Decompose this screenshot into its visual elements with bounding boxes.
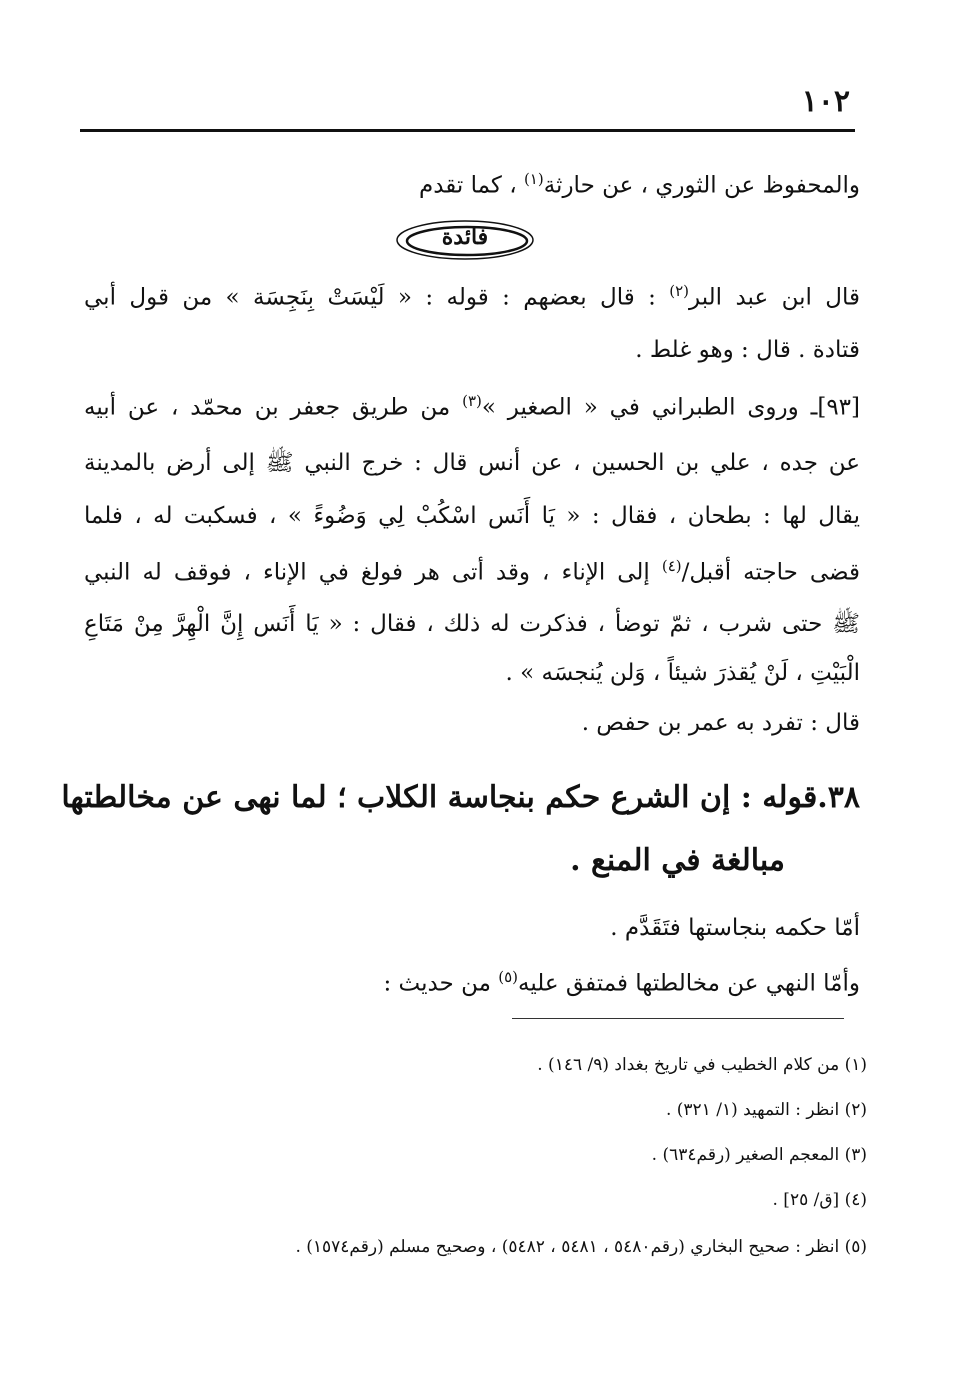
footnote-separator — [512, 1018, 844, 1019]
intro-text-after: ، كما تقدم — [418, 172, 524, 199]
footnote-ref[interactable]: (٢) — [669, 282, 690, 300]
body-line-1: أمّا حكمه بنجاستها فتَقَدَّم . — [610, 915, 860, 941]
hadith-text: قضى حاجته أقبل/ — [681, 559, 860, 586]
body-line-2 — [383, 968, 860, 997]
intro-line — [419, 170, 860, 199]
header-rule — [80, 129, 855, 132]
hadith-line-7: قال : تفرد به عمر بن حفص . — [581, 710, 860, 736]
intro-text-before: والمحفوظ عن الثوري ، عن حارثة — [543, 172, 860, 199]
footnote-ref[interactable]: (٣) — [462, 392, 482, 410]
section-heading-line-1: ٣٨.قوله : إن الشرع حكم بنجاسة الكلاب ؛ لما نهى عن مخالطتها — [61, 780, 860, 815]
body-text: من حديث : — [383, 970, 499, 997]
hadith-text: [٩٣]ـ وروى الطبراني في « الصغير » — [481, 394, 861, 421]
fawaid-line-2: قتادة . قال : وهو غلط . — [635, 337, 860, 363]
fawaid-line-1 — [84, 282, 860, 311]
fawaid-text: : قال بعضهم : قوله : « لَيْسَتْ بِنَجِسَة » من قول أبي — [84, 284, 670, 311]
footnote-2: (٢) انظر : التمهيد (١/ ٣٢١) . — [665, 1100, 867, 1120]
hadith-line-2: عن جده ، علي بن الحسين ، عن أنس قال : خرج النبي ﷺ إلى أرض بالمدينة — [84, 450, 860, 476]
fawaid-text: قال ابن عبد البر — [689, 284, 860, 311]
footnote-5: (٥) انظر : صحيح البخاري (رقم٥٤٨٠ ، ٥٤٨١ ، ٥٤٨٢) ، وصحيح مسلم (رقم١٥٧٤) . — [295, 1237, 867, 1257]
hadith-line-5: ﷺ حتى شرب ، ثمّ توضأ ، فذكرت له ذلك ، فقال : « يَا أَنَس إِنَّ الْهِرَّ مِنْ مَتَاعِ — [84, 611, 860, 637]
footnote-ref[interactable]: (٥) — [498, 968, 519, 986]
fawaid-label: فائدة — [441, 224, 489, 250]
fawaid-badge — [395, 218, 535, 262]
page-number: ١٠٢ — [801, 84, 850, 119]
footnote-1: (١) من كلام الخطيب في تاريخ بغداد (٩/ ١٤٦) . — [537, 1055, 867, 1075]
body-text: وأمّا النهي عن مخالطتها فمتفق عليه — [518, 970, 860, 997]
hadith-line-4 — [84, 557, 860, 586]
footnote-ref[interactable]: (٤) — [661, 557, 682, 575]
hadith-line-3: يقال لها : بطحان ، فقال : « يَا أَنَس اسْكُبْ لِي وَضُوءً » ، فسكبت له ، فلما — [84, 503, 860, 529]
hadith-text: إلى الإناء ، وقد أتى هر فولغ في الإناء ، فوقف له النبي — [84, 559, 662, 586]
footnote-3: (٣) المعجم الصغير (رقم٦٣٤) . — [651, 1145, 867, 1165]
footnote-4: (٤) [ق/ ٢٥] . — [772, 1190, 867, 1210]
hadith-text: من طريق جعفر بن محمّد ، عن أبيه — [84, 394, 463, 421]
footnote-ref[interactable]: (١) — [523, 170, 544, 188]
section-heading-line-2: مبالغة في المنع . — [570, 843, 785, 878]
hadith-line-6: الْبَيْتِ ، لَنْ يُقذرَ شيئاً ، وَلن يُنجسَه » . — [505, 660, 860, 686]
hadith-line-1 — [84, 392, 860, 421]
